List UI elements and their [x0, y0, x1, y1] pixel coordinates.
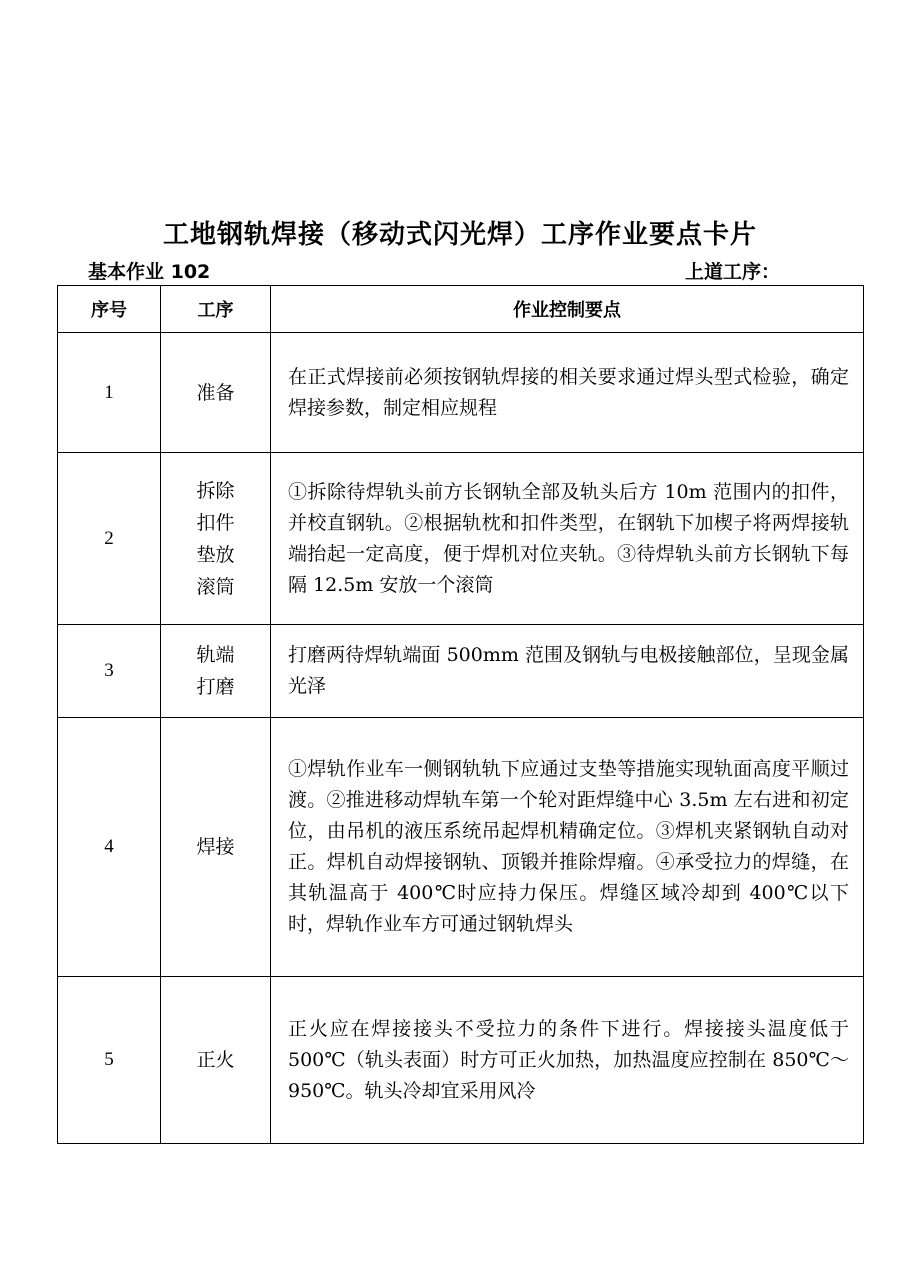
basic-work-label: 基本作业 102 — [88, 261, 211, 283]
process-line: 垫放 — [196, 543, 235, 566]
header-process: 工序 — [161, 286, 271, 333]
row-number: 1 — [58, 333, 161, 453]
table-row — [58, 453, 864, 625]
row-number: 3 — [58, 625, 161, 718]
process-line: 打磨 — [196, 676, 235, 698]
process-line: 准备 — [196, 381, 235, 404]
row-process — [161, 625, 271, 718]
previous-process-label: 上道工序： — [685, 261, 781, 283]
table-row — [58, 625, 864, 718]
process-line: 扣件 — [196, 511, 235, 534]
header-number: 序号 — [58, 286, 161, 333]
row-control-points: 正火应在焊接接头不受拉力的条件下进行。焊接接头温度低于 500℃（轨头表面）时方可正火加热，加热温度应控制在 850℃～950℃。轨头冷却宜采用风冷 — [271, 977, 864, 1144]
process-line: 正火 — [196, 1049, 235, 1071]
process-line: 轨端 — [196, 644, 235, 666]
table-row — [58, 333, 864, 453]
process-line: 焊接 — [196, 836, 235, 858]
row-number: 4 — [58, 718, 161, 977]
row-process — [161, 977, 271, 1144]
row-control-points: 打磨两待焊轨端面 500mm 范围及钢轨与电极接触部位，呈现金属光泽 — [271, 625, 864, 718]
table-row — [58, 977, 864, 1144]
row-process — [161, 453, 271, 625]
row-control-points: ①拆除待焊轨头前方长钢轨全部及轨头后方 10m 范围内的扣件，并校直钢轨。②根据轨枕和扣件类型，在钢轨下加楔子将两焊接轨端抬起一定高度，便于焊机对位夹轨。③待焊轨头前方长钢轨下每隔 12.5m 安放一个滚筒 — [271, 453, 864, 625]
row-process — [161, 718, 271, 977]
row-control-points: ①焊轨作业车一侧钢轨轨下应通过支垫等措施实现轨面高度平顺过渡。②推进移动焊轨车第一个轮对距焊缝中心 3.5m 左右进和初定位，由吊机的液压系统吊起焊机精确定位。③焊机夹紧钢轨自动对正。焊机自动焊接钢轨、顶锻并推除焊瘤。④承受拉力的焊缝，在其轨温高于 400℃时应持力保压。焊缝区域冷却到 400℃以下时，焊轨作业车方可通过钢轨焊头 — [271, 718, 864, 977]
page-title: 工地钢轨焊接（移动式闪光焊）工序作业要点卡片 — [162, 220, 757, 250]
row-process — [161, 333, 271, 453]
row-number: 2 — [58, 453, 161, 625]
table-row — [58, 718, 864, 977]
process-line: 拆除 — [196, 479, 235, 502]
header-control-points: 作业控制要点 — [271, 286, 864, 333]
row-number: 5 — [58, 977, 161, 1144]
process-table — [57, 285, 864, 1144]
row-control-points: 在正式焊接前必须按钢轨焊接的相关要求通过焊头型式检验，确定焊接参数，制定相应规程 — [271, 333, 864, 453]
table-header-row — [58, 286, 864, 333]
process-line: 滚筒 — [196, 575, 235, 598]
